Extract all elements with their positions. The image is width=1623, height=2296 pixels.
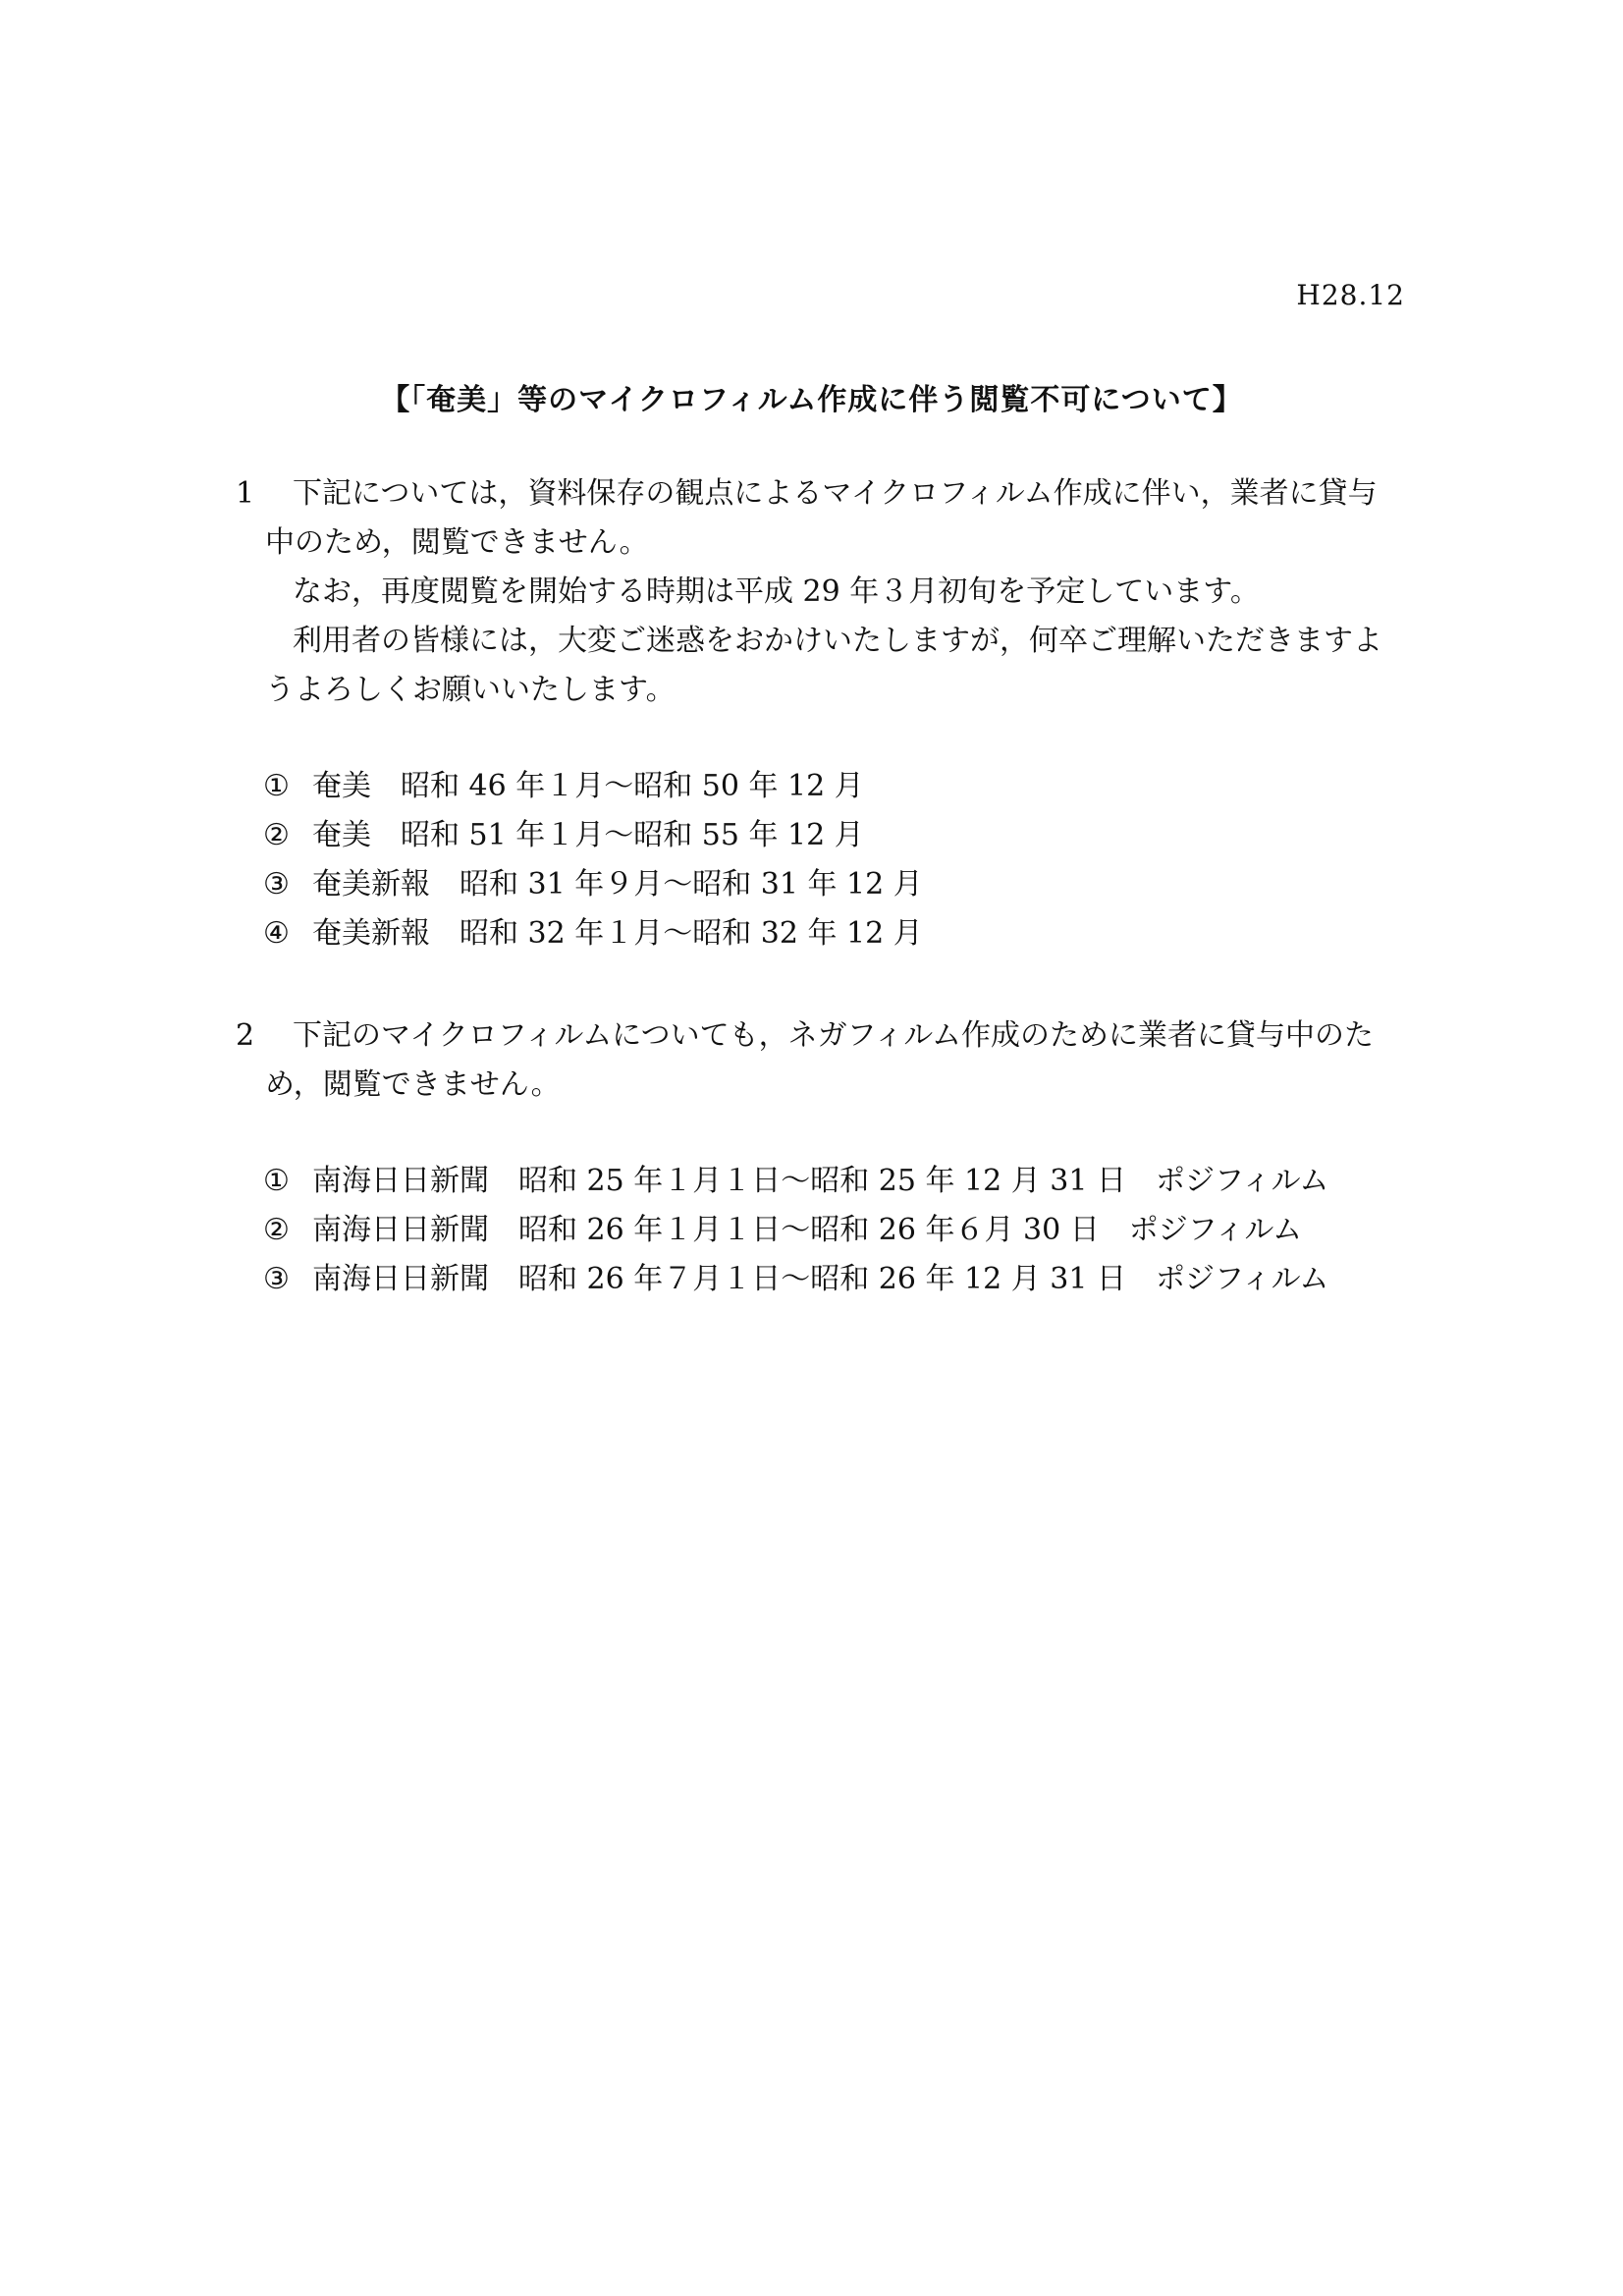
list-item <box>236 811 1409 860</box>
list-item <box>236 1157 1409 1206</box>
list-item-mark: ② <box>263 818 290 852</box>
section-1-line: なお，再度閲覧を開始する時期は平成 29 年３月初旬を予定しています。 <box>293 574 1260 609</box>
section-1-line: 利用者の皆様には，大変ご迷惑をおかけいたしますが，何卒ご理解いただきますよ <box>293 624 1382 658</box>
section-2-line: 下記のマイクロフィルムについても，ネガフィルム作成のために業者に貸与中のた <box>293 1018 1374 1053</box>
list-item-text: 奄美新報 昭和 32 年１月〜昭和 32 年 12 月 <box>312 916 923 951</box>
list-item-mark: ② <box>263 1213 290 1247</box>
section-2-line: め，閲覧できません。 <box>265 1067 561 1102</box>
section-1-line: 下記については，資料保存の観点によるマイクロフィルム作成に伴い，業者に貸与 <box>293 476 1378 511</box>
list-item-mark: ④ <box>263 916 290 951</box>
list-item-text: 奄美 昭和 46 年１月〜昭和 50 年 12 月 <box>312 769 864 803</box>
section-1-list <box>236 762 1409 958</box>
list-item-mark: ③ <box>263 1262 290 1296</box>
document-title: 【「奄美」等のマイクロフィルム作成に伴う閲覧不可について】 <box>380 383 1243 417</box>
list-item <box>236 860 1409 909</box>
section-1-line: 中のため，閲覧できません。 <box>265 525 649 560</box>
list-item-text: 南海日日新聞 昭和 26 年１月１日〜昭和 26 年６月 30 日 ポジフィルム <box>312 1213 1303 1247</box>
list-item <box>236 762 1409 811</box>
list-item <box>236 1206 1409 1255</box>
list-item-text: 奄美新報 昭和 31 年９月〜昭和 31 年 12 月 <box>312 867 923 902</box>
section-1-line: うよろしくお願いいたします。 <box>265 673 676 707</box>
list-item <box>236 1255 1409 1304</box>
list-item-mark: ③ <box>263 867 290 902</box>
list-item-text: 奄美 昭和 51 年１月〜昭和 55 年 12 月 <box>312 818 864 852</box>
list-item-mark: ① <box>263 769 290 803</box>
section-2-number: 2 <box>236 1018 255 1053</box>
section-2 <box>236 1011 1409 1304</box>
document-date: H28.12 <box>1296 279 1405 311</box>
list-item-text: 南海日日新聞 昭和 25 年１月１日〜昭和 25 年 12 月 31 日 ポジフィルム <box>312 1164 1329 1198</box>
section-2-paragraph <box>236 1011 1409 1110</box>
section-1-number: 1 <box>236 476 255 511</box>
section-2-list <box>236 1157 1409 1304</box>
list-item-mark: ① <box>263 1164 290 1198</box>
list-item-text: 南海日日新聞 昭和 26 年７月１日〜昭和 26 年 12 月 31 日 ポジフィルム <box>312 1262 1329 1296</box>
section-1 <box>236 469 1409 958</box>
list-item <box>236 909 1409 958</box>
section-1-paragraph <box>236 469 1409 715</box>
